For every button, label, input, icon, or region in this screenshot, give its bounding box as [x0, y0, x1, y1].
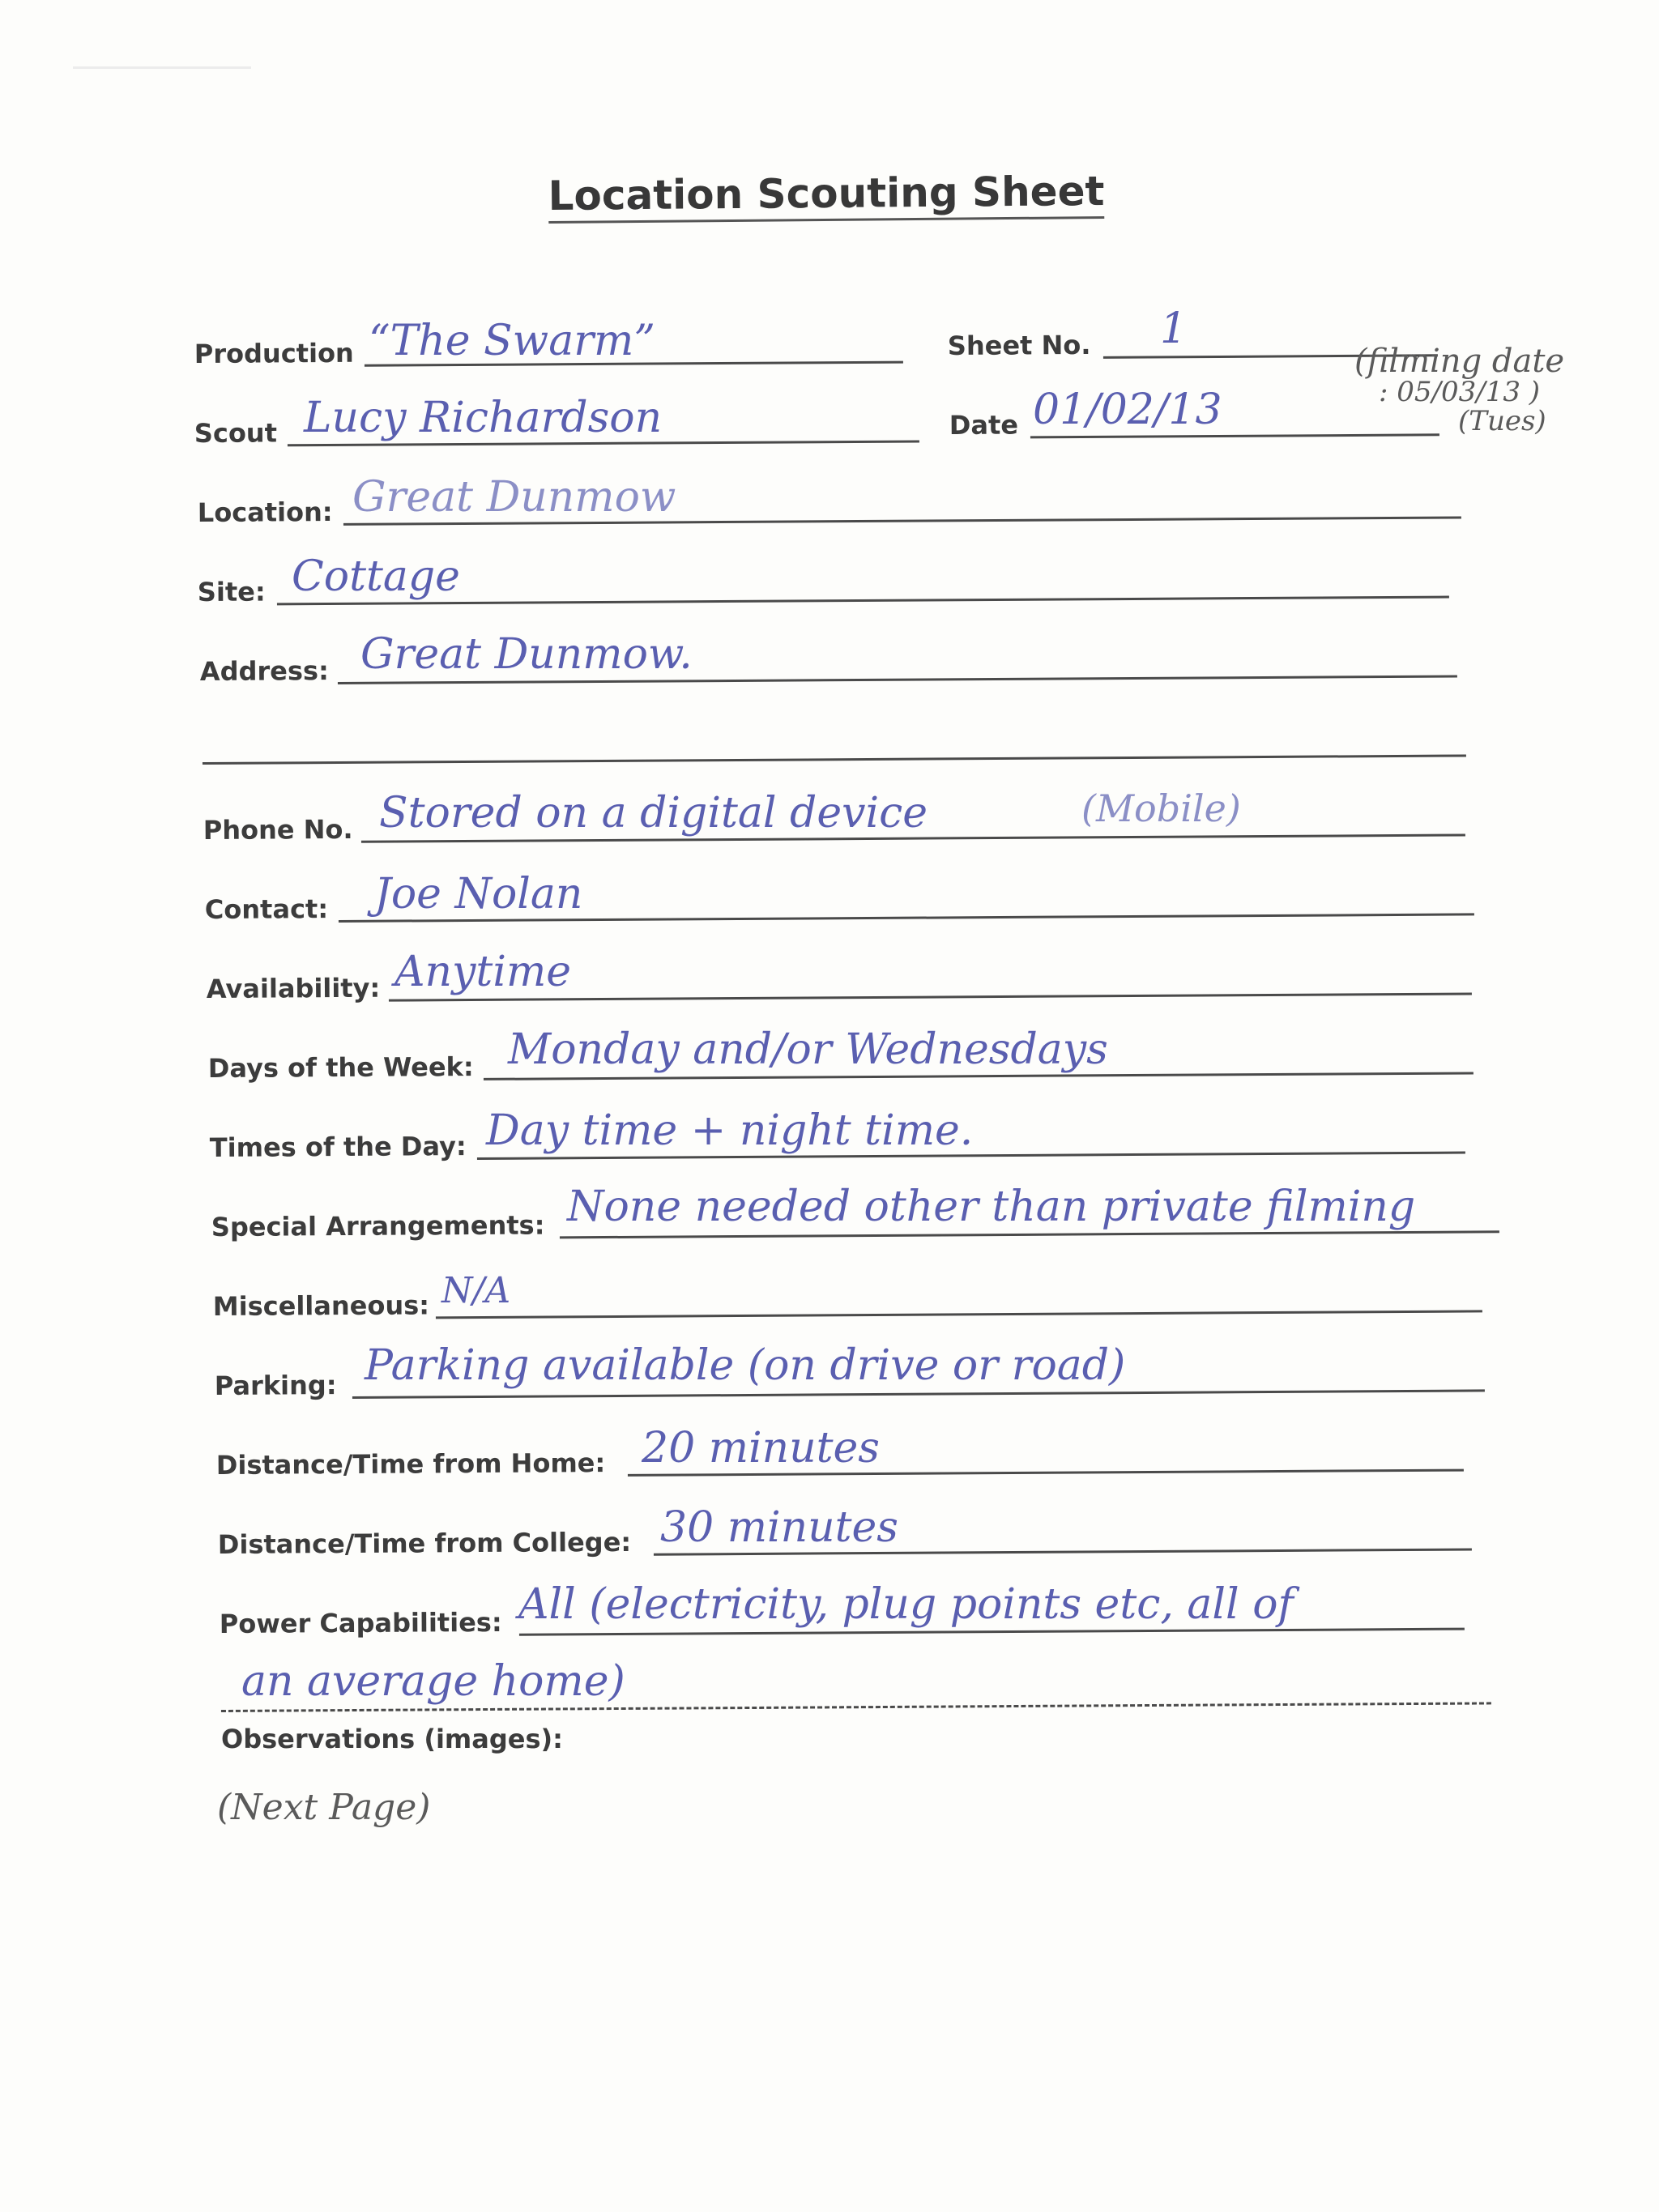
power-value-line-2: an average home)	[241, 1657, 625, 1706]
distance-college-label: Distance/Time from College:	[217, 1526, 632, 1561]
address-value: Great Dunmow.	[360, 630, 693, 679]
observations-label: Observations (images):	[221, 1724, 563, 1754]
special-arrangements-value: None needed other than private filming	[567, 1183, 1416, 1231]
scout-value: Lucy Richardson	[304, 394, 663, 442]
distance-home-label: Distance/Time from Home:	[215, 1447, 606, 1481]
phone-value: Stored on a digital device	[379, 789, 928, 837]
phone-label: Phone No.	[203, 813, 353, 846]
production-label: Production	[194, 337, 354, 370]
page-title: Location Scouting Sheet	[0, 163, 1659, 224]
contact-value: Joe Nolan	[374, 870, 583, 918]
filming-note-line-3: (Tues)	[1458, 404, 1546, 437]
times-of-day-label: Times of the Day:	[209, 1131, 467, 1164]
address-line-2	[203, 713, 1466, 769]
phone-value-extra: (Mobile)	[1081, 786, 1241, 830]
site-label: Site:	[197, 576, 266, 608]
special-arrangements-line	[560, 1230, 1499, 1238]
filming-date-note	[1354, 344, 1564, 436]
special-arrangements-label: Special Arrangements:	[211, 1209, 545, 1243]
parking-value: Parking available (on drive or road)	[365, 1341, 1126, 1390]
observations-value: (Next Page)	[217, 1787, 431, 1828]
miscellaneous-value: N/A	[441, 1270, 511, 1311]
availability-label: Availability:	[206, 972, 381, 1005]
parking-line	[352, 1389, 1485, 1399]
site-value: Cottage	[292, 552, 460, 601]
address-second-line	[203, 754, 1466, 765]
distance-college-value: 30 minutes	[660, 1503, 898, 1552]
sheet-no-label: Sheet No.	[947, 329, 1091, 362]
location-value: Great Dunmow	[352, 473, 676, 522]
days-of-week-value: Monday and/or Wednesdays	[508, 1025, 1108, 1074]
power-label: Power Capabilities:	[219, 1606, 502, 1640]
power-line	[519, 1628, 1465, 1636]
parking-label: Parking:	[214, 1370, 337, 1402]
production-value: “The Swarm”	[369, 317, 655, 365]
date-value: 01/02/13	[1033, 386, 1222, 434]
scout-label: Scout	[194, 417, 278, 450]
location-label: Location:	[197, 496, 333, 529]
date-label: Date	[949, 409, 1019, 441]
filming-note-line-2: : 05/03/13 )	[1379, 376, 1541, 408]
miscellaneous-field	[213, 1268, 1482, 1325]
power-value: All (electricity, plug points etc, all of	[518, 1580, 1294, 1629]
days-of-week-label: Days of the Week:	[207, 1051, 474, 1085]
miscellaneous-label: Miscellaneous:	[212, 1289, 430, 1323]
availability-value: Anytime	[394, 948, 572, 996]
times-of-day-value: Day time + night time.	[486, 1106, 974, 1155]
contact-label: Contact:	[204, 893, 329, 926]
distance-home-value: 20 minutes	[642, 1424, 880, 1473]
address-label: Address:	[199, 655, 329, 688]
filming-note-line-1: (filming date	[1354, 343, 1565, 380]
miscellaneous-line	[436, 1310, 1482, 1319]
sheet-no-value: 1	[1160, 305, 1188, 353]
scan-edge-mark	[73, 66, 251, 69]
